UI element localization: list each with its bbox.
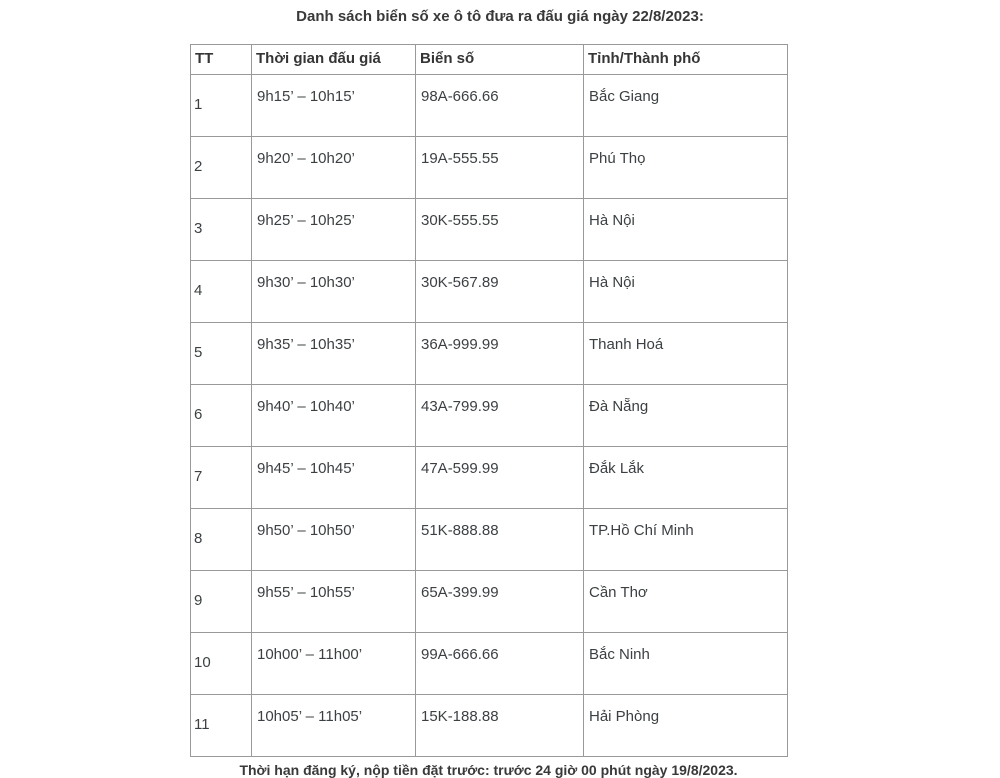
cell-tt: 4 <box>191 261 252 323</box>
cell-plate: 99A-666.66 <box>416 633 584 695</box>
header-cell-time: Thời gian đấu giá <box>252 45 416 75</box>
cell-time: 9h30’ – 10h30’ <box>252 261 416 323</box>
cell-tt: 6 <box>191 385 252 447</box>
cell-tt: 8 <box>191 509 252 571</box>
cell-province: Đắk Lắk <box>584 447 788 509</box>
header-cell-plate: Biển số <box>416 45 584 75</box>
cell-plate: 30K-555.55 <box>416 199 584 261</box>
cell-tt: 2 <box>191 137 252 199</box>
cell-province: Bắc Giang <box>584 75 788 137</box>
cell-plate: 30K-567.89 <box>416 261 584 323</box>
cell-tt: 5 <box>191 323 252 385</box>
cell-plate: 15K-188.88 <box>416 695 584 757</box>
cell-tt: 7 <box>191 447 252 509</box>
cell-plate: 47A-599.99 <box>416 447 584 509</box>
table-row <box>191 323 788 385</box>
table-header <box>191 45 788 75</box>
cell-time: 9h55’ – 10h55’ <box>252 571 416 633</box>
cell-tt: 10 <box>191 633 252 695</box>
cell-province: Hải Phòng <box>584 695 788 757</box>
cell-province: Hà Nội <box>584 261 788 323</box>
cell-plate: 51K-888.88 <box>416 509 584 571</box>
page-title: Danh sách biển số xe ô tô đưa ra đấu giá ngày 22/8/2023: <box>296 8 704 25</box>
cell-time: 9h40’ – 10h40’ <box>252 385 416 447</box>
cell-plate: 98A-666.66 <box>416 75 584 137</box>
table-row <box>191 509 788 571</box>
cell-province: TP.Hồ Chí Minh <box>584 509 788 571</box>
cell-province: Đà Nẵng <box>584 385 788 447</box>
table-row <box>191 137 788 199</box>
header-cell-province: Tỉnh/Thành phố <box>584 45 788 75</box>
table-header-row <box>191 45 788 75</box>
table-row <box>191 75 788 137</box>
cell-province: Bắc Ninh <box>584 633 788 695</box>
cell-time: 9h20’ – 10h20’ <box>252 137 416 199</box>
cell-time: 9h35’ – 10h35’ <box>252 323 416 385</box>
cell-tt: 1 <box>191 75 252 137</box>
cell-tt: 3 <box>191 199 252 261</box>
cell-time: 10h05’ – 11h05’ <box>252 695 416 757</box>
cell-province: Phú Thọ <box>584 137 788 199</box>
cell-plate: 43A-799.99 <box>416 385 584 447</box>
cell-time: 10h00’ – 11h00’ <box>252 633 416 695</box>
table-row <box>191 385 788 447</box>
table-row <box>191 633 788 695</box>
cell-time: 9h25’ – 10h25’ <box>252 199 416 261</box>
cell-plate: 19A-555.55 <box>416 137 584 199</box>
table-row <box>191 261 788 323</box>
cell-plate: 36A-999.99 <box>416 323 584 385</box>
table-body <box>191 75 788 757</box>
cell-time: 9h45’ – 10h45’ <box>252 447 416 509</box>
cell-province: Hà Nội <box>584 199 788 261</box>
footer-note: Thời hạn đăng ký, nộp tiền đặt trước: trước 24 giờ 00 phút ngày 19/8/2023. <box>239 762 738 778</box>
cell-province: Cần Thơ <box>584 571 788 633</box>
table-row <box>191 695 788 757</box>
cell-plate: 65A-399.99 <box>416 571 584 633</box>
cell-tt: 11 <box>191 695 252 757</box>
auction-table <box>190 44 788 757</box>
cell-time: 9h15’ – 10h15’ <box>252 75 416 137</box>
cell-province: Thanh Hoá <box>584 323 788 385</box>
table-row <box>191 571 788 633</box>
header-cell-tt: TT <box>191 45 252 75</box>
cell-time: 9h50’ – 10h50’ <box>252 509 416 571</box>
table-row <box>191 447 788 509</box>
table-row <box>191 199 788 261</box>
cell-tt: 9 <box>191 571 252 633</box>
